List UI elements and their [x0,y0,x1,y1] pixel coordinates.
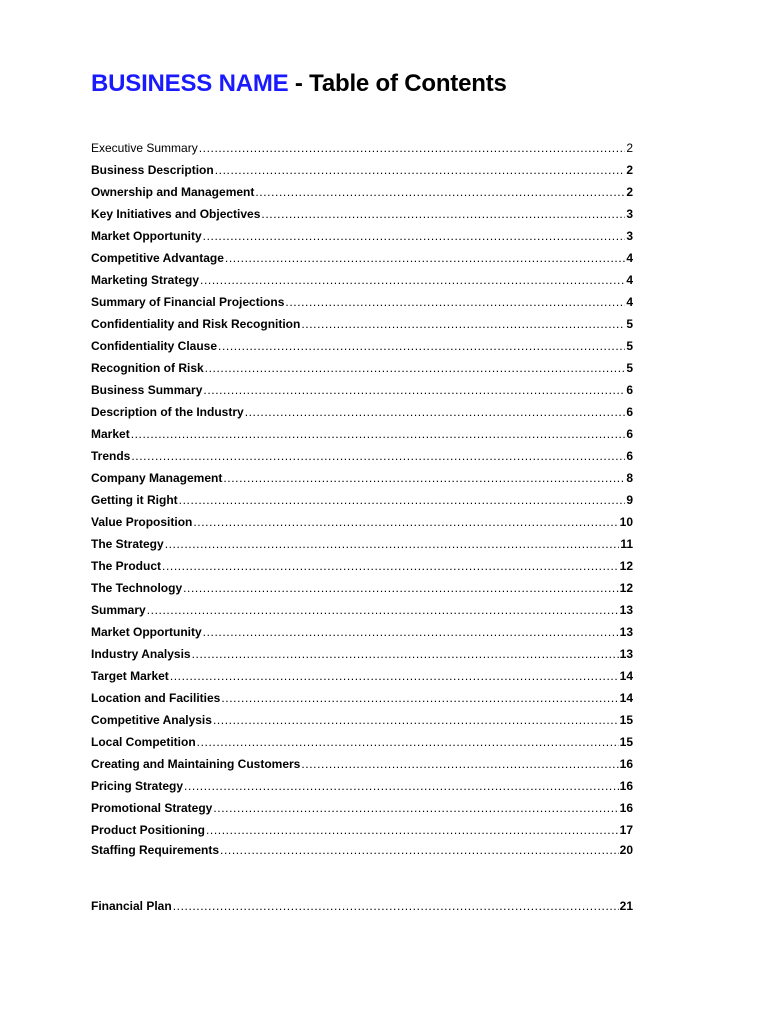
toc-entry-label: Target Market [91,669,169,683]
toc-entry-page-number: 5 [626,361,633,375]
toc-entry[interactable] [91,646,633,662]
toc-entry[interactable] [91,514,633,530]
toc-entry-label: Company Management [91,471,223,485]
toc-entry[interactable] [91,668,633,684]
toc-entry-label: Local Competition [91,735,196,749]
toc-entry-label: Summary of Financial Projections [91,295,285,309]
toc-entry-label: Financial Plan [91,899,172,913]
toc-entry-label: Market Opportunity [91,229,202,243]
dot-leader [147,602,619,618]
toc-entry[interactable] [91,898,633,914]
title-suffix: - Table of Contents [288,70,507,97]
toc-entry-page-number: 14 [619,669,633,683]
dot-leader [220,842,619,858]
toc-entry-label: Competitive Analysis [91,713,212,727]
toc-entry-page-number: 11 [620,537,633,551]
toc-entry-page-number: 5 [626,339,633,353]
toc-entry[interactable] [91,272,633,288]
toc-entry-page-number: 13 [619,603,633,617]
toc-entry[interactable] [91,822,633,838]
toc-entry-label: Value Proposition [91,515,193,529]
toc-entry[interactable] [91,426,633,442]
toc-entry-page-number: 6 [626,449,633,463]
business-name: BUSINESS NAME [91,70,289,97]
toc-entry[interactable] [91,492,633,508]
toc-entry-page-number: 3 [626,207,633,221]
toc-entry-page-number: 2 [626,185,633,199]
toc-entry-label: Product Positioning [91,823,205,837]
dot-leader [192,646,619,662]
toc-entry-label: Marketing Strategy [91,273,200,287]
toc-entry-page-number: 4 [626,251,633,265]
toc-entry-label: Trends [91,449,131,463]
toc-entry-label: Description of the Industry [91,405,244,419]
toc-entry-page-number: 13 [619,625,633,639]
toc-entry[interactable] [91,162,633,178]
toc-entry-label: Summary [91,603,146,617]
toc-entry-label: Location and Facilities [91,691,221,705]
dot-leader [162,558,619,574]
dot-leader [301,316,625,332]
toc-entry-page-number: 15 [619,713,633,727]
dot-leader [261,206,625,222]
toc-entry-label: Key Initiatives and Objectives [91,207,261,221]
dot-leader [203,624,619,640]
toc-entry[interactable] [91,536,633,552]
dot-leader [131,426,626,442]
toc-entry[interactable] [91,624,633,640]
dot-leader [173,898,619,914]
dot-leader [213,800,618,816]
toc-entry-label: Business Description [91,163,214,177]
toc-entry-label: Staffing Requirements [91,843,220,857]
dot-leader [197,734,619,750]
toc-entry-label: Market [91,427,130,441]
toc-entry-page-number: 16 [619,757,633,771]
page-title [91,70,507,98]
toc-entry-page-number: 13 [619,647,633,661]
toc-entry-label: Business Summary [91,383,203,397]
toc-entry-label: The Strategy [91,537,164,551]
dot-leader [205,360,626,376]
toc-entry[interactable] [91,382,633,398]
toc-entry[interactable] [91,360,633,376]
dot-leader [245,404,626,420]
toc-entry[interactable] [91,206,633,222]
dot-leader [183,580,619,596]
toc-entry[interactable] [91,184,633,200]
toc-entry-page-number: 15 [619,735,633,749]
toc-entry-label: Competitive Advantage [91,251,224,265]
toc-entry-page-number: 4 [626,295,633,309]
toc-entry-page-number: 16 [619,801,633,815]
toc-entry[interactable] [91,778,633,794]
dot-leader [223,470,625,486]
toc-entry-page-number: 12 [619,559,633,573]
toc-entry[interactable] [91,580,633,596]
toc-entry-page-number: 20 [619,843,633,857]
toc-entry-page-number: 8 [626,471,633,485]
toc-entry[interactable] [91,404,633,420]
dot-leader [131,448,625,464]
toc-entry-page-number: 3 [626,229,633,243]
toc-entry[interactable] [91,558,633,574]
toc-entry-label: The Product [91,559,162,573]
dot-leader [225,250,625,266]
toc-entry-page-number: 6 [626,427,633,441]
toc-entry-label: Ownership and Management [91,185,255,199]
toc-entry[interactable] [91,448,633,464]
toc-entry[interactable] [91,250,633,266]
toc-entry-label: Creating and Maintaining Customers [91,757,301,771]
toc-entry[interactable] [91,756,633,772]
dot-leader [215,162,626,178]
toc-entry[interactable] [91,228,633,244]
dot-leader [301,756,618,772]
toc-entry[interactable] [91,842,633,858]
toc-entry-label: Pricing Strategy [91,779,184,793]
toc-entry-label: Industry Analysis [91,647,191,661]
toc-entry[interactable] [91,690,633,706]
toc-entry-page-number: 17 [619,823,633,837]
toc-entry-label: Confidentiality Clause [91,339,218,353]
toc-entry-page-number: 9 [626,493,633,507]
dot-leader [203,228,626,244]
dot-leader [193,514,618,530]
dot-leader [179,492,626,508]
dot-leader [255,184,625,200]
toc-entry-page-number: 12 [619,581,633,595]
toc-entry-page-number: 2 [626,163,633,177]
toc-entry[interactable] [91,602,633,618]
toc-entry-page-number: 2 [626,141,633,155]
toc-entry-page-number: 21 [619,899,633,913]
toc-entry-label: The Technology [91,581,183,595]
toc-entry-page-number: 5 [626,317,633,331]
toc-entry-label: Market Opportunity [91,625,202,639]
toc-entry-label: Executive Summary [91,141,198,155]
toc-entry[interactable] [91,338,633,354]
dot-leader [184,778,619,794]
toc-entry-label: Confidentiality and Risk Recognition [91,317,301,331]
dot-leader [203,382,625,398]
toc-entry-page-number: 6 [626,383,633,397]
dot-leader [206,822,619,838]
toc-entry[interactable] [91,294,633,310]
toc-entry[interactable] [91,316,633,332]
dot-leader [170,668,619,684]
toc-entry[interactable] [91,734,633,750]
toc-entry[interactable] [91,140,633,156]
toc-entry-page-number: 16 [619,779,633,793]
dot-leader [221,690,618,706]
toc-entry-page-number: 14 [619,691,633,705]
dot-leader [199,140,626,156]
dot-leader [213,712,619,728]
toc-entry-page-number: 4 [626,273,633,287]
dot-leader [218,338,625,354]
toc-entry[interactable] [91,800,633,816]
toc-entry-label: Getting it Right [91,493,178,507]
dot-leader [285,294,625,310]
toc-entry-label: Recognition of Risk [91,361,204,375]
toc-entry-label: Promotional Strategy [91,801,213,815]
toc-entry-page-number: 10 [619,515,633,529]
toc-entry[interactable] [91,470,633,486]
dot-leader [200,272,625,288]
toc-entry-page-number: 6 [626,405,633,419]
dot-leader [165,536,620,552]
toc-entry[interactable] [91,712,633,728]
